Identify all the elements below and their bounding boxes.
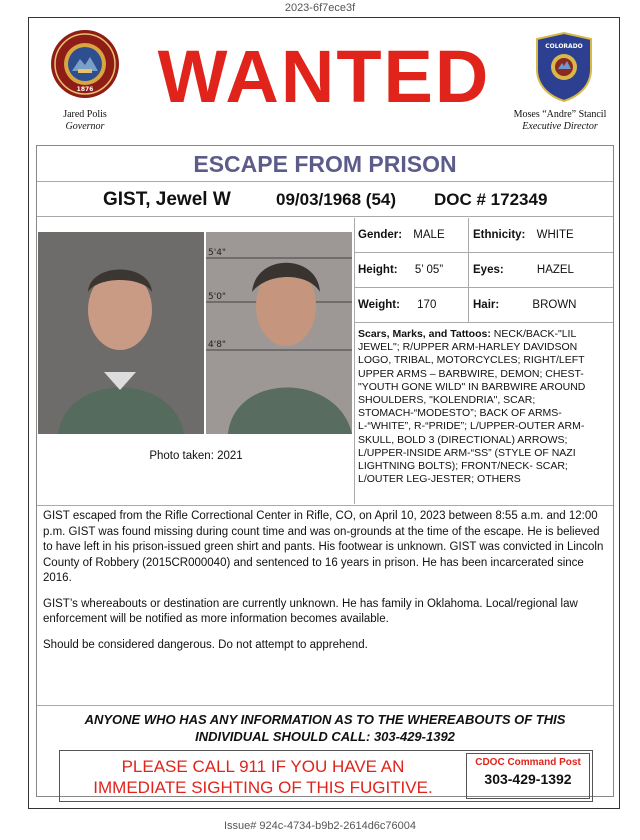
hair-cell [469, 288, 613, 323]
notice-body [36, 145, 614, 797]
identity-line [37, 183, 613, 217]
physical-description [355, 218, 613, 504]
badge-colorado-text: COLORADO [545, 43, 583, 50]
narrative-warning: Should be considered dangerous. Do not attempt to apprehend. [43, 638, 368, 651]
information-request-line-2: INDIVIDUAL SHOULD CALL: 303-429-1392 [195, 729, 455, 744]
scars-marks-tattoos [355, 324, 613, 486]
information-request [37, 711, 613, 745]
urgent-line-2: IMMEDIATE SIGHTING OF THIS FUGITIVE. [93, 778, 433, 797]
governor-title: Governor [65, 121, 105, 132]
narrative-escape-details: GIST escaped from the Rifle Correctional Center in Rifle, CO, on April 10, 2023 between 8:55 a.m. and 12:00 p.m. GIST was found missing during count time and was on-grounds at the time of the escape. He is believed to have left in his prison-issued green shirt and pants. His footwear is unknown. GIST was convicted in Lincoln County of Robbery (2015CR000040) and sentenced to 16 years in prison. He has been incarcerated since 2016. [43, 510, 604, 584]
ethnicity-label: Ethnicity: [473, 229, 526, 241]
command-post-label: CDOC Command Post [475, 757, 581, 768]
document-id-top: 2023-6f7ece3f [284, 2, 356, 14]
eyes-cell [469, 253, 613, 288]
colorado-state-seal-icon [50, 29, 120, 99]
urgent-call-box [59, 750, 593, 802]
command-post-box [466, 753, 590, 799]
gender-cell [355, 218, 469, 253]
doc-number: DOC # 172349 [434, 190, 548, 209]
seal-year: 1876 [76, 86, 94, 93]
hair-label: Hair: [473, 299, 500, 311]
height-mark-1: 5'4" [208, 248, 227, 258]
eyes-value: HAZEL [536, 264, 574, 276]
governor-name: Jared Polis [63, 109, 107, 120]
gender-label: Gender: [358, 229, 403, 241]
hair-value: BROWN [532, 299, 577, 311]
mugshot-photos [38, 232, 352, 434]
weight-label: Weight: [358, 299, 400, 311]
height-mark-2: 5'0" [208, 292, 227, 302]
urgent-line-1: PLEASE CALL 911 IF YOU HAVE AN [121, 757, 405, 776]
height-mark-3: 4'8" [208, 340, 227, 350]
director-title: Executive Director [522, 121, 598, 132]
scars-label: Scars, Marks, and Tattoos: [358, 328, 491, 340]
wanted-title: WANTED [157, 35, 491, 118]
fugitive-name: GIST, Jewel W [103, 189, 231, 210]
height-label: Height: [358, 264, 398, 276]
weight-cell [355, 288, 469, 323]
scars-text: NECK/BACK-"LIL JEWEL"; R/UPPER ARM-HARLEY DAVIDSON LOGO, TRIBAL, MOTORCYCLES; RIGHT/LEFT UPPER ARMS – BARBWIRE, DEMON; CHEST-"YOUTH GONE WILD" IN BARBWIRE AROUND SHOULDERS, "KOLENDRIA", SCAR; STOMACH-“MODESTO”; BACK OF ARMS-L-“WHITE”, R-“PRIDE”; L/UPPER-OUTER ARM-SKULL, BOLD 3 (DIRECTIONAL) ARROWS; L/UPPER-INSIDE ARM-“SS” (STYLE OF NAZI LIGHTNING BOLTS); FRONT/NECK- SCAR; L/OUTER LEG-JESTER; OTHERS [358, 328, 586, 486]
gender-value: MALE [413, 229, 445, 241]
director-credit [499, 109, 621, 133]
governor-credit [33, 109, 137, 133]
doc-badge-icon [533, 31, 595, 103]
notice-type-heading: ESCAPE FROM PRISON [37, 146, 613, 182]
photo-caption: Photo taken: 2021 [149, 450, 243, 462]
director-name: Moses “Andre” Stancil [513, 109, 607, 120]
wanted-poster [28, 17, 620, 809]
urgent-call-text [60, 756, 466, 798]
information-request-line-1: ANYONE WHO HAS ANY INFORMATION AS TO THE WHEREABOUTS OF THIS [84, 712, 566, 727]
fugitive-dob-age: 09/03/1968 (54) [276, 190, 397, 209]
mugshot-block [37, 218, 355, 504]
ethnicity-cell [469, 218, 613, 253]
height-cell [355, 253, 469, 288]
escape-narrative [37, 505, 613, 683]
command-post-number: 303-429-1392 [484, 771, 572, 787]
height-value: 5’ 05” [414, 264, 444, 276]
weight-value: 170 [417, 299, 437, 311]
narrative-whereabouts: GIST’s whereabouts or destination are currently unknown. He has family in Oklahoma. Local/regional law enforcement will be notified as more information becomes available. [43, 597, 578, 625]
issue-id-bottom: Issue# 924c-4734-b9b2-2614d6c76004 [223, 820, 417, 832]
eyes-label: Eyes: [473, 264, 504, 276]
ethnicity-value: WHITE [536, 229, 574, 241]
contact-callout [37, 705, 613, 798]
